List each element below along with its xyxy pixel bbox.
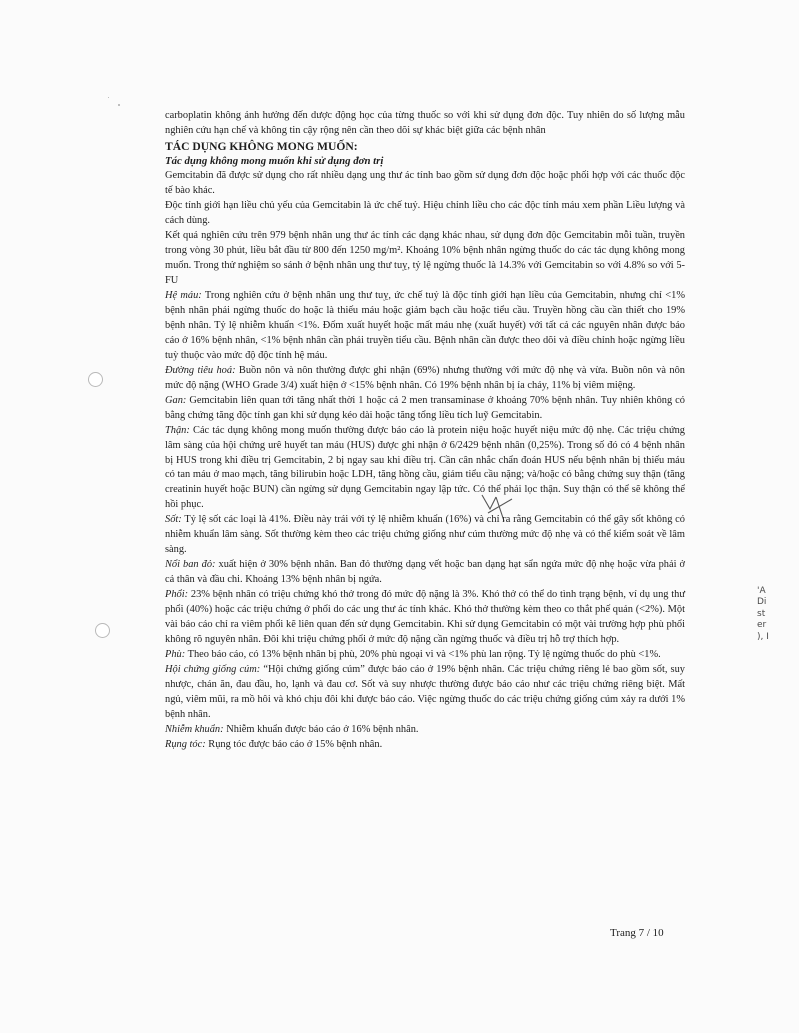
stamp-line: ), I — [757, 631, 769, 642]
body-paragraph: Gemcitabin đã được sử dụng cho rất nhiều dạng ung thư ác tính bao gồm sử dụng đơn độc hoặc phối hợp với các thuốc độc tế bào khác. — [165, 170, 685, 197]
section-heading: TÁC DỤNG KHÔNG MONG MUỐN: — [165, 139, 358, 153]
stamp-line: er — [757, 620, 767, 631]
margin-stamp — [757, 586, 787, 643]
paragraph-label: Đường tiêu hoá: — [165, 364, 236, 376]
paragraph-text: xuất hiện ở 30% bệnh nhân. Ban đỏ thường dạng vết hoặc ban dạng hạt sẩn ngứa mức độ nhẹ hoặc vừa phải ở cả thân và đầu chi. Khoảng 13% bệnh nhân bị ngứa. — [165, 559, 685, 586]
labeled-paragraph — [165, 513, 685, 558]
paragraph-label: Sốt: — [165, 514, 182, 526]
labeled-paragraph — [165, 663, 685, 723]
document-body — [165, 109, 685, 753]
labeled-paragraph — [165, 424, 685, 514]
paragraph-label: Rụng tóc: — [165, 738, 206, 750]
paragraph-label: Phổi: — [165, 589, 189, 601]
stamp-line: st — [757, 608, 766, 619]
paragraph-text: Gemcitabin liên quan tới tăng nhất thời 1 hoặc cả 2 men transaminase ở khoảng 70% bệnh nhân. Tuy nhiên không có bằng chứng tăng độc tính gan khi sử dụng kéo dài hoặc tăng tổng liều tích luỹ Gemcitabin. — [165, 394, 685, 421]
paragraph-label: Nổi ban đỏ: — [165, 559, 216, 571]
page-number: Trang 7 / 10 — [610, 927, 664, 939]
labeled-paragraph — [165, 289, 685, 364]
labeled-paragraph — [165, 394, 685, 424]
stamp-line: Di — [757, 597, 767, 608]
subsection-heading: Tác dụng không mong muốn khi sử dụng đơn trị — [165, 155, 384, 168]
paragraph-text: Theo báo cáo, có 13% bệnh nhân bị phù, 20% phù ngoại vi và <1% phù lan rộng. Tỷ lệ ngừng thuốc do phù <1%. — [185, 648, 661, 660]
paragraph-text: Buồn nôn và nôn thường được ghi nhận (69%) nhưng thường với mức độ nhẹ và vừa. Buồn nôn và nôn mức độ nặng (WHO Grade 3/4) xuất hiện ở <15% bệnh nhân. Có 19% bệnh nhân bị ỉa chảy, 11% bị viêm miệng. — [165, 364, 685, 391]
paragraph-text: Tỷ lệ sốt các loại là 41%. Điều này trái với tỷ lệ nhiễm khuẩn (16%) và chỉ ra rằng Gemcitabin có thể gây sốt không có nhiễm khuẩn lâm sàng. Sốt thường kèm theo các triệu chứng giống như cúm thường mức độ nhẹ và có thể kiểm soát về lâm sàng. — [165, 514, 685, 556]
paragraph-text: Các tác dụng không mong muốn thường được báo cáo là protein niệu hoặc huyết niệu mức độ nhẹ. Các triệu chứng lâm sàng của hội chứng urê huyết tan máu (HUS) được ghi nhận ở 6/2429 bệnh nhân (0,25%). Trong số đó có 4 bệnh nhân bị HUS trong khi điều trị Gemcitabin, 2 bị ngay sau khi điều trị. Cần cân nhắc chẩn đoán HUS nếu bệnh nhân bị thiếu máu có tan máu ở mao mạch, tăng bilirubin hoặc LDH, tăng hồng cầu, giảm tiểu cầu nặng; và/hoặc có bằng chứng suy thận (tăng creatinin huyết hoặc BUN) cần ngừng sử dụng Gemcitabin ngay lập tức. Có thể phải lọc thận. Suy thận có thể sẽ không thể hồi phục. — [165, 424, 685, 511]
paragraph-label: Gan: — [165, 394, 187, 406]
paragraph-text: Nhiễm khuẩn được báo cáo ở 16% bệnh nhân. — [223, 723, 419, 735]
body-paragraph: Kết quả nghiên cứu trên 979 bệnh nhân ung thư ác tính các dạng khác nhau, sử dụng đơn độc Gemcitabin mỗi tuần, truyền trong vòng 30 phút, liều bắt đầu từ 800 đến 1250 mg/m². Khoảng 10% bệnh nhân ngừng thuốc do các tác dụng không mong muốn. Trong thử nghiệm so sánh ở bệnh nhân ung thư tuỵ, tỷ lệ ngừng thuốc là 14.3% với Gemcitabin so với 4.8% so với 5-FU — [165, 230, 685, 287]
paragraph-text: Trong nghiên cứu ở bệnh nhân ung thư tuỵ, ức chế tuỷ là độc tính giới hạn liều của Gemcitabin, nhưng chỉ <1% bệnh nhân phải ngừng thuốc do hoặc là thiếu máu hoặc giảm bạch cầu hoặc tiểu cầu. Truyền hồng cầu cần thiết cho 19% bệnh nhân. Tỷ lệ nhiễm khuẩn <1%. Đốm xuất huyết hoặc mất máu nhẹ (xuất huyết) với tất cả các nguyên nhân được báo cáo ở 16% bệnh nhân, <1% bệnh nhân cần phải truyền tiểu cầu. Bệnh nhân cần được theo dõi và điều chỉnh hoặc ngừng liều tuỳ thuộc vào mức độ độc tính hệ máu. — [165, 290, 685, 361]
paragraph-label: Hội chứng giống cúm: — [165, 663, 261, 675]
punch-hole-top — [88, 372, 103, 387]
punch-hole-bottom — [95, 623, 110, 638]
labeled-paragraph — [165, 648, 685, 663]
paragraph-text: “Hội chứng giống cúm” được báo cáo ở 19% bệnh nhân. Các triệu chứng riêng lẻ bao gồm sốt, suy nhược, chán ăn, đau đầu, ho, lạnh và đau cơ. Sốt và suy nhược thường được báo cáo như các triệu chứng riêng biệt. Mất ngủ, viêm mũi, ra mồ hôi và khó chịu đôi khi được báo cáo. Việc ngừng thuốc do các triệu chứng giống cúm xảy ra dưới 1% bệnh nhân. — [165, 663, 685, 720]
paragraph-label: Nhiễm khuẩn: — [165, 723, 224, 735]
paragraph-label: Hệ máu: — [165, 290, 202, 302]
paragraph-text: Rụng tóc được báo cáo ở 15% bệnh nhân. — [205, 738, 383, 750]
body-paragraph: carboplatin không ảnh hưởng đến dược động học của từng thuốc so với khi sử dụng đơn độc. Tuy nhiên do số lượng mẫu nghiên cứu hạn chế và không tin cậy rộng nên cần theo dõi sự khác biệt giữa các bệnh nhân — [165, 110, 685, 136]
paragraph-label: Thận: — [165, 424, 190, 436]
labeled-paragraph — [165, 364, 685, 394]
labeled-paragraph — [165, 558, 685, 588]
labeled-paragraph — [165, 723, 685, 738]
stamp-line: 'A — [757, 586, 766, 596]
paragraph-text: 23% bệnh nhân có triệu chứng khó thở trong đó mức độ nặng là 3%. Khó thở có thể do tình trạng bệnh, ví dụ ung thư phổi (40%) hoặc các triệu chứng ở phổi do các ung thư ác tính khác. Khó thở thường kèm theo co thắt phế quản (<2%). Một vài báo cáo chỉ ra viêm phổi kẽ liên quan đến sử dụng Gemcitabin. Khi sử dụng Gemcitabin có một vài trường hợp phù phổi không rõ nguyên nhân. Đôi khi triệu chứng phổi ở mức độ nặng cần ngừng thuốc và điều trị hỗ trợ thích hợp. — [165, 589, 685, 645]
body-paragraph: Độc tính giới hạn liều chủ yếu của Gemcitabin là ức chế tuỷ. Hiệu chỉnh liều cho các độc tính máu xem phần Liều lượng và cách dùng. — [165, 200, 685, 227]
labeled-paragraph — [165, 588, 685, 648]
labeled-paragraph — [165, 738, 685, 753]
paragraph-label: Phù: — [165, 648, 186, 660]
